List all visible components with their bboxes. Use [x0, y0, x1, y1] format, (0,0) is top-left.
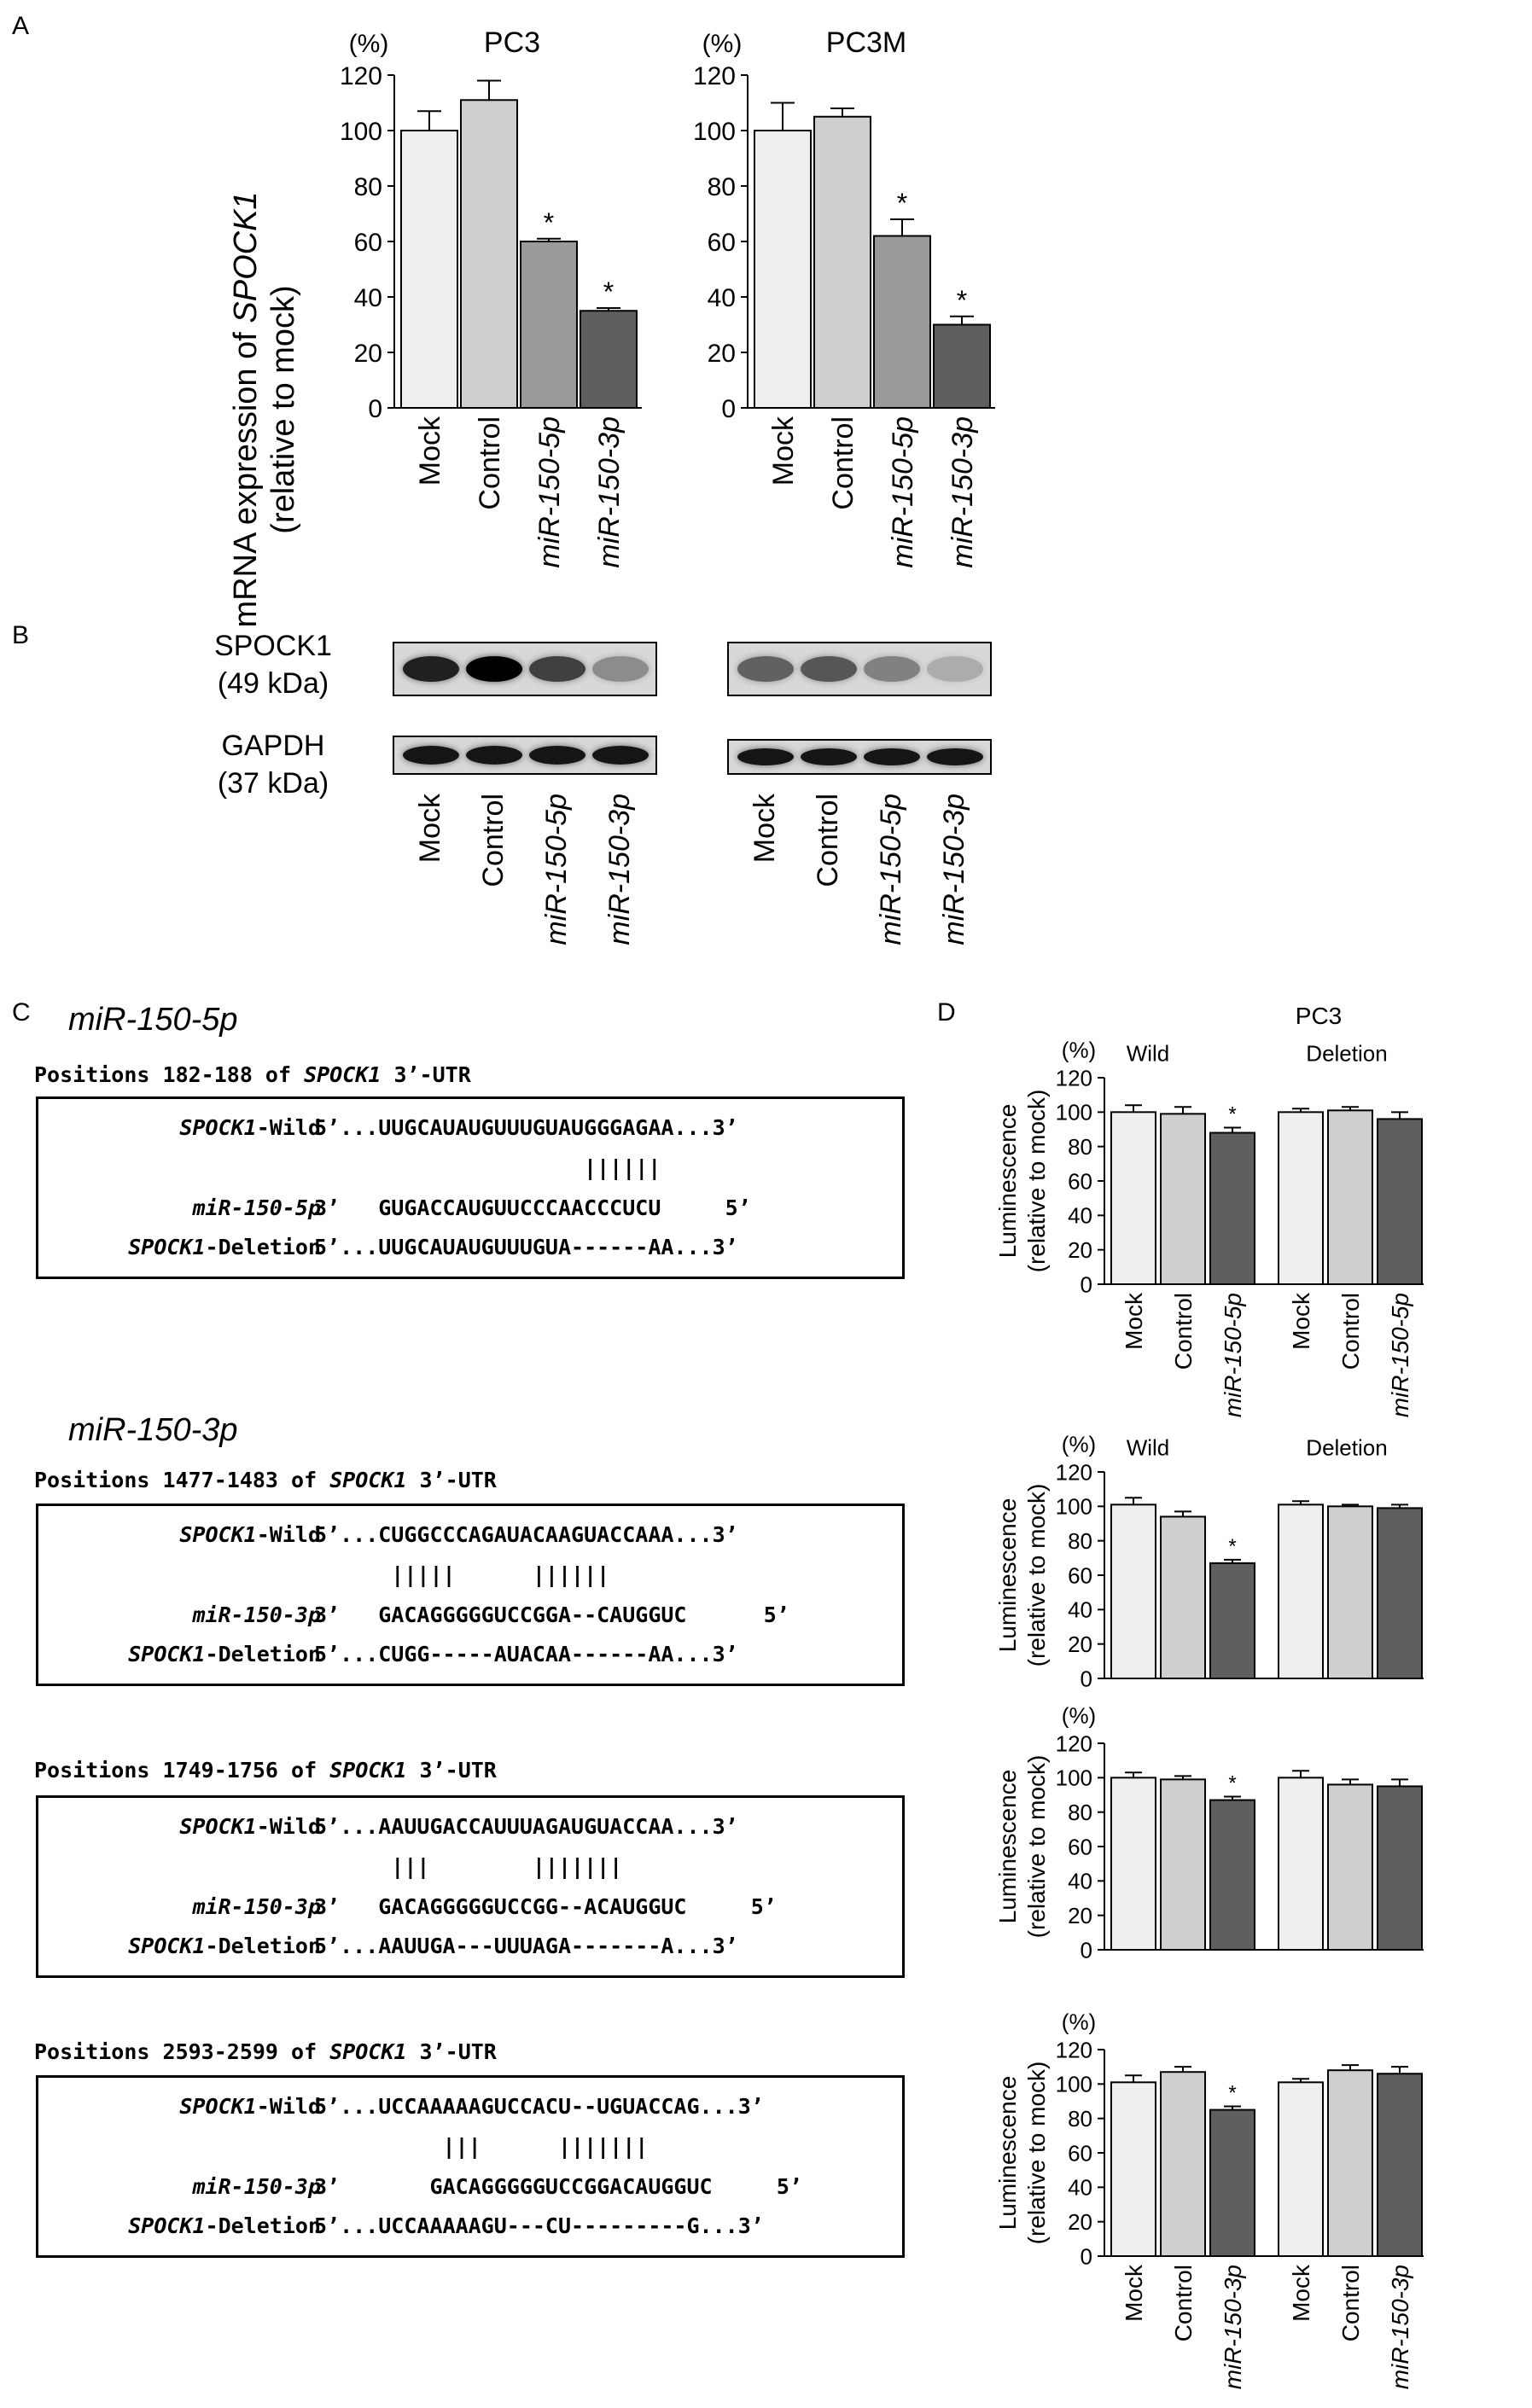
- bar-control: [1328, 2070, 1372, 2256]
- y-tick-label: 40: [1068, 1597, 1092, 1623]
- y-tick-label: 40: [1068, 1868, 1092, 1894]
- mirna-row-sequence: 3’ GACAGGGGGUCCGGA--CAUGGUC 5’: [314, 1602, 789, 1627]
- blot-lane-label: Mock: [749, 794, 781, 864]
- bar-mir-150-3p: [934, 325, 990, 409]
- y-tick-label: 60: [1068, 1834, 1092, 1860]
- mirna-row-name: miR-150-3p: [192, 2174, 321, 2199]
- panel-d-ylabel-4: [994, 2062, 1050, 2245]
- ylabel-line1: Luminescence: [994, 1769, 1021, 1924]
- bar-mock: [1111, 1504, 1156, 1678]
- bar-control: [1328, 1110, 1372, 1284]
- wild-row-sequence: 5’...AAUUGACCAUUUAGAUGUACCAA...3’: [314, 1814, 738, 1839]
- bar-mir-150-5p: [874, 236, 930, 409]
- wild-row-name: SPOCK1-Wild: [179, 2094, 321, 2119]
- utr-position-label: Positions 182-188 of SPOCK1 3’-UTR: [34, 1062, 471, 1087]
- y-tick-label: 0: [1080, 1271, 1092, 1298]
- blot-band: [737, 656, 794, 682]
- y-tick-label: 80: [707, 172, 736, 201]
- y-tick-label: 60: [1068, 1168, 1092, 1195]
- y-unit-label: (%): [1061, 1702, 1097, 1729]
- bar-mock: [1279, 1777, 1323, 1950]
- y-tick-label: 60: [707, 228, 736, 257]
- wild-row-sequence: 5’...UUGCAUAUGUUUGUAUGGGAGAA...3’: [314, 1115, 738, 1140]
- panel-label-a: A: [12, 12, 30, 40]
- bar-mock: [1111, 1112, 1156, 1284]
- base-pairing-bars: ||||| ||||||: [391, 1562, 610, 1587]
- blot-labels-left: [414, 793, 636, 945]
- y-tick-label: 20: [1068, 1237, 1092, 1264]
- deletion-row-name: SPOCK1-Deletion: [128, 1235, 321, 1259]
- blot-labels-right: [749, 793, 970, 945]
- bar-control: [1161, 2072, 1205, 2256]
- base-pairing-bars: ||| |||||||: [442, 2134, 649, 2159]
- base-pairing-bars: ||| |||||||: [391, 1854, 623, 1879]
- deletion-row-sequence: 5’...CUGG-----AUACAA------AA...3’: [314, 1642, 738, 1666]
- y-tick-label: 100: [1055, 1099, 1092, 1125]
- bar-mir-150-5p: [1210, 1133, 1255, 1284]
- group-label-wild: Wild: [1126, 1434, 1170, 1461]
- category-label: Control: [826, 416, 859, 510]
- panel-a-ylabel-line2: (relative to mock): [265, 285, 301, 534]
- group-label-deletion: Deletion: [1306, 1040, 1388, 1067]
- mirna-row-sequence: 3’ GACAGGGGGUCCGG--ACAUGGUC 5’: [314, 1894, 777, 1919]
- y-tick-label: 120: [1055, 2037, 1092, 2063]
- ylabel-line1: Luminescence: [994, 1103, 1021, 1259]
- mirna-row-name: miR-150-3p: [192, 1894, 321, 1919]
- panel-label-d: D: [937, 998, 956, 1027]
- y-tick-label: 20: [1068, 1632, 1092, 1658]
- bar-mock: [1279, 1504, 1323, 1678]
- wild-row-sequence: 5’...CUGGCCCAGAUACAAGUACCAAA...3’: [314, 1522, 738, 1547]
- deletion-row-name: SPOCK1-Deletion: [128, 1934, 321, 1958]
- category-label: Control: [1337, 1293, 1364, 1370]
- deletion-row-name: SPOCK1-Deletion: [128, 2213, 321, 2238]
- wild-row-sequence: 5’...UCCAAAAAGUCCACU--UGUACCAG...3’: [314, 2094, 764, 2119]
- bar-mir-150-3p: [580, 311, 637, 408]
- y-tick-label: 60: [1068, 1562, 1092, 1589]
- significance-star: *: [603, 276, 615, 307]
- y-tick-label: 100: [1055, 2071, 1092, 2097]
- y-tick-label: 120: [692, 61, 736, 90]
- utr-position-label: Positions 1749-1756 of SPOCK1 3’-UTR: [34, 1758, 497, 1783]
- ylabel-line1: Luminescence: [994, 1498, 1021, 1653]
- bar-mir-150-5p: [521, 241, 577, 408]
- bar-mock: [1111, 1777, 1156, 1950]
- y-tick-label: 80: [1068, 1134, 1092, 1160]
- y-tick-label: 60: [1068, 2140, 1092, 2167]
- blot-spock1-kda: (49 kDa): [217, 667, 329, 700]
- y-tick-label: 100: [339, 117, 382, 146]
- blot-lane-label: miR-150-5p: [875, 794, 907, 945]
- category-label: miR-150-3p: [592, 416, 626, 568]
- bar-control: [1161, 1114, 1205, 1284]
- category-label: miR-150-3p: [1219, 2265, 1246, 2390]
- blot-lane-label: Control: [812, 794, 844, 887]
- bar-mir-150-5p: [1378, 1119, 1422, 1284]
- bar-control: [1161, 1779, 1205, 1950]
- panel-a-ylabel-line1: mRNA expression of SPOCK1: [228, 191, 264, 628]
- y-tick-label: 40: [1068, 1202, 1092, 1229]
- blot-band: [864, 656, 920, 682]
- category-label: Control: [1169, 2265, 1197, 2342]
- ylabel-line1: Luminescence: [994, 2075, 1021, 2231]
- y-tick-label: 40: [1068, 2174, 1092, 2201]
- y-tick-label: 80: [1068, 1528, 1092, 1555]
- significance-star: *: [1228, 2081, 1237, 2105]
- blot-band: [592, 746, 649, 765]
- mirna-row-sequence: 3’ GUGACCAUGUUCCCAACCCUCU 5’: [314, 1195, 751, 1220]
- category-label: Mock: [413, 416, 446, 486]
- bar-mock: [401, 131, 457, 408]
- panel-d-ylabel-2: [994, 1484, 1050, 1667]
- blot-lane-label: Control: [477, 794, 510, 887]
- blot-band: [529, 746, 585, 765]
- significance-star: *: [543, 206, 555, 238]
- y-unit-label: (%): [348, 30, 389, 58]
- blot-lane-label: miR-150-3p: [938, 794, 970, 945]
- category-label: Control: [1337, 2265, 1364, 2342]
- category-label: Control: [473, 416, 506, 510]
- chart-title: PC3: [483, 26, 541, 59]
- bar-mir-150-3p: [1378, 1508, 1422, 1678]
- bar-control: [461, 100, 517, 408]
- blot-lane-label: Mock: [414, 794, 446, 864]
- bar-mock: [754, 131, 811, 408]
- bar-mir-150-3p: [1210, 2110, 1255, 2256]
- y-tick-label: 0: [1080, 1666, 1092, 1692]
- y-tick-label: 20: [1068, 2209, 1092, 2236]
- blot-band: [592, 656, 649, 682]
- deletion-row-sequence: 5’...UCCAAAAAGU---CU---------G...3’: [314, 2213, 764, 2238]
- group-label-wild: Wild: [1126, 1040, 1170, 1067]
- chart-title: PC3M: [825, 26, 907, 59]
- y-tick-label: 120: [1055, 1065, 1092, 1091]
- ylabel-line2: (relative to mock): [1023, 1483, 1050, 1667]
- mir-150-3p-title: miR-150-3p: [68, 1412, 238, 1448]
- y-tick-label: 0: [1080, 1937, 1092, 1963]
- category-label: miR-150-5p: [533, 416, 566, 568]
- bar-mock: [1279, 1112, 1323, 1284]
- chart-d-3p-3: [1056, 2010, 1424, 2390]
- significance-star: *: [956, 284, 968, 316]
- y-tick-label: 80: [1068, 1800, 1092, 1826]
- y-tick-label: 20: [707, 339, 736, 368]
- bar-control: [814, 117, 871, 408]
- blot-band: [466, 656, 522, 682]
- blot-lane-label: miR-150-5p: [540, 794, 573, 945]
- blot-band: [801, 656, 857, 682]
- blot-gapdh-left: [393, 736, 657, 775]
- y-unit-label: (%): [1061, 1037, 1097, 1063]
- significance-star: *: [1228, 1534, 1237, 1558]
- category-label: Mock: [766, 416, 800, 486]
- category-label: miR-150-5p: [886, 416, 919, 568]
- y-tick-label: 40: [353, 283, 382, 312]
- y-tick-label: 20: [1068, 1903, 1092, 1929]
- y-tick-label: 100: [692, 117, 736, 146]
- category-label: Mock: [1120, 1293, 1147, 1350]
- blot-band: [466, 746, 522, 765]
- mirna-row-name: miR-150-5p: [192, 1195, 321, 1220]
- wild-row-name: SPOCK1-Wild: [179, 1522, 321, 1547]
- panel-d-charts: [939, 990, 1528, 2406]
- y-unit-label: (%): [702, 30, 743, 58]
- panel-label-b: B: [12, 621, 30, 649]
- deletion-row-sequence: 5’...UUGCAUAUGUUUGUA------AA...3’: [314, 1235, 738, 1259]
- bar-control: [1328, 1506, 1372, 1678]
- category-label: Mock: [1120, 2265, 1147, 2322]
- y-tick-label: 120: [1055, 1459, 1092, 1486]
- blot-spock1-left: [393, 642, 657, 696]
- y-tick-label: 60: [353, 228, 382, 257]
- blot-band: [529, 656, 585, 682]
- wild-row-name: SPOCK1-Wild: [179, 1814, 321, 1839]
- category-label: Control: [1169, 1293, 1197, 1370]
- bar-mock: [1111, 2082, 1156, 2256]
- bar-mock: [1279, 2082, 1323, 2256]
- y-tick-label: 40: [707, 283, 736, 312]
- blot-gapdh-kda: (37 kDa): [217, 767, 329, 800]
- y-tick-label: 0: [1080, 2243, 1092, 2270]
- blot-band: [801, 748, 857, 765]
- significance-star: *: [896, 188, 908, 218]
- panel-d-ylabel-3: [994, 1755, 1050, 1939]
- y-unit-label: (%): [1061, 1431, 1097, 1457]
- category-label: Mock: [1287, 1293, 1314, 1350]
- blot-gapdh-name: GAPDH: [221, 730, 325, 762]
- bar-mir-150-3p: [1210, 1563, 1255, 1678]
- bar-mir-150-3p: [1378, 1786, 1422, 1950]
- utr-position-label: Positions 1477-1483 of SPOCK1 3’-UTR: [34, 1468, 497, 1492]
- bar-mir-150-3p: [1210, 1800, 1255, 1950]
- y-tick-label: 80: [1068, 2106, 1092, 2132]
- ylabel-line2: (relative to mock): [1023, 1754, 1050, 1939]
- blot-band: [737, 748, 794, 765]
- deletion-row-name: SPOCK1-Deletion: [128, 1642, 321, 1666]
- category-label: Mock: [1287, 2265, 1314, 2322]
- significance-star: *: [1228, 1771, 1237, 1795]
- significance-star: *: [1228, 1102, 1237, 1126]
- y-tick-label: 0: [368, 394, 382, 423]
- blot-lane-label: miR-150-3p: [603, 794, 636, 945]
- panel-d-ylabel-1: [994, 1090, 1050, 1273]
- mirna-row-name: miR-150-3p: [192, 1602, 321, 1627]
- bar-control: [1161, 1516, 1205, 1678]
- bar-mir-150-3p: [1378, 2074, 1422, 2256]
- mirna-row-sequence: 3’ GACAGGGGGUCCGGACAUGGUC 5’: [314, 2174, 802, 2199]
- utr-position-label: Positions 2593-2599 of SPOCK1 3’-UTR: [34, 2039, 497, 2064]
- panel-label-c: C: [12, 998, 31, 1027]
- y-tick-label: 20: [353, 339, 382, 368]
- panel-d-title: PC3: [1295, 1003, 1343, 1029]
- y-tick-label: 80: [353, 172, 382, 201]
- base-pairing-bars: ||||||: [584, 1155, 661, 1180]
- y-tick-label: 120: [1055, 1730, 1092, 1757]
- blot-band: [403, 656, 459, 682]
- blot-band: [864, 748, 920, 765]
- y-tick-label: 100: [1055, 1493, 1092, 1520]
- blot-spock1-right: [727, 642, 992, 696]
- chart-d-3p-2: [1056, 1703, 1424, 1963]
- category-label: miR-150-3p: [946, 416, 979, 568]
- blot-band: [403, 746, 459, 765]
- blot-row-spock1: [196, 627, 350, 702]
- mir-150-5p-title: miR-150-5p: [68, 1002, 238, 1038]
- y-tick-label: 120: [339, 61, 382, 90]
- deletion-row-sequence: 5’...AAUUGA---UUUAGA-------A...3’: [314, 1934, 738, 1958]
- category-label: miR-150-5p: [1386, 1293, 1413, 1418]
- category-label: miR-150-5p: [1219, 1293, 1246, 1418]
- category-label: miR-150-3p: [1386, 2265, 1413, 2390]
- blot-gapdh-right: [727, 739, 992, 775]
- chart-a-pc3: [340, 26, 642, 568]
- ylabel-line2: (relative to mock): [1023, 1089, 1050, 1273]
- blot-spock1-name: SPOCK1: [214, 630, 332, 662]
- bar-control: [1328, 1784, 1372, 1950]
- group-label-deletion: Deletion: [1306, 1434, 1388, 1461]
- chart-d-5p: [1056, 1038, 1424, 1418]
- chart-a-pc3m: [693, 26, 995, 568]
- blot-band: [927, 748, 983, 765]
- y-tick-label: 100: [1055, 1765, 1092, 1791]
- chart-d-3p-1: [1056, 1432, 1424, 1692]
- ylabel-line2: (relative to mock): [1023, 2061, 1050, 2245]
- blot-lane-labels: [0, 785, 1532, 956]
- y-unit-label: (%): [1061, 2009, 1097, 2035]
- y-tick-label: 0: [721, 394, 736, 423]
- blot-band: [927, 656, 983, 682]
- wild-row-name: SPOCK1-Wild: [179, 1115, 321, 1140]
